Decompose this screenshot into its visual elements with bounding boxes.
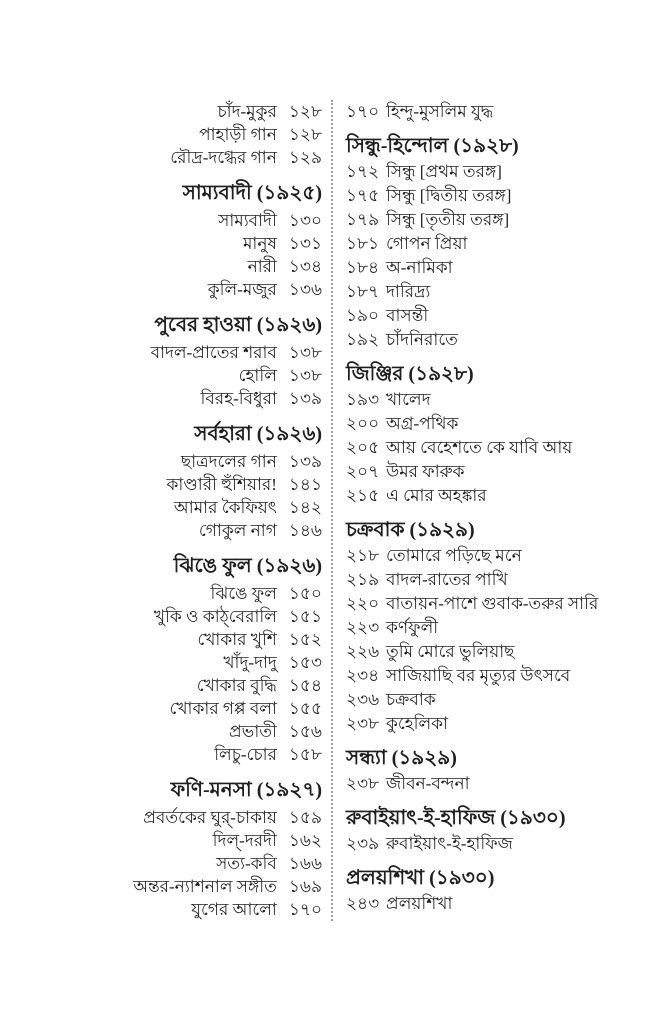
section-header: সর্বহারা (১৯২৬) (194, 423, 322, 445)
entry-title: বাদল-রাতের পাখি (386, 570, 508, 589)
entry-title: অন্তর-ন্যাশনাল সঙ্গীত (133, 877, 277, 896)
entry-title: উমর ফারুক (386, 462, 465, 481)
toc-entry (346, 100, 663, 124)
toc-entry (0, 852, 322, 875)
toc-entry (0, 100, 322, 123)
entry-title: দিল্-দরদী (212, 831, 277, 850)
entry-page-number: ১৩৮ (288, 343, 322, 362)
entry-page-number: ১৫৩ (288, 653, 322, 672)
entry-title: গোকুল নাগ (198, 521, 277, 540)
entry-page-number: ২১৫ (346, 486, 380, 505)
toc-entry (346, 664, 663, 688)
entry-page-number: ১৫২ (288, 630, 322, 649)
toc-entry (0, 232, 322, 255)
entry-page-number: ১৫৫ (288, 699, 322, 718)
entry-page-number: ১৫০ (288, 584, 322, 603)
toc-entry (0, 341, 322, 364)
entry-title: জীবন-বন্দনা (386, 774, 470, 793)
entry-page-number: ১২৮ (288, 125, 322, 144)
toc-entry (346, 688, 663, 712)
toc-left-column (0, 100, 331, 921)
entry-page-number: ২৩৮ (346, 774, 380, 793)
toc-entry (346, 772, 663, 796)
entry-title: বাসন্তী (386, 306, 429, 325)
entry-page-number: ১৮৪ (346, 258, 380, 277)
toc-entry (346, 232, 663, 256)
entry-title: কুলি-মজুর (207, 280, 277, 299)
section-header: ফণি-মনসা (১৯২৭) (170, 779, 322, 801)
entry-title: সত্য-কবি (216, 854, 277, 873)
toc-entry (0, 697, 322, 720)
entry-page-number: ১৪২ (288, 498, 322, 517)
entry-title: আমার কৈফিয়ৎ (173, 498, 277, 517)
entry-page-number: ১৩৮ (288, 366, 322, 385)
entry-title: রুবাইয়াৎ-ই-হাফিজ (386, 834, 513, 853)
toc-entry (346, 160, 663, 184)
toc-entry (0, 209, 322, 232)
entry-title: হোলি (238, 366, 277, 385)
toc-entry (0, 387, 322, 410)
section-header: ঝিঙে ফুল (১৯২৬) (173, 555, 322, 577)
toc-entry (0, 146, 322, 169)
toc-entry (0, 496, 322, 519)
entry-title: খুকি ও কাঠ্‌বেরালি (153, 607, 277, 626)
toc-entry (346, 208, 663, 232)
entry-title: অ-নামিকা (386, 258, 453, 277)
entry-page-number: ১৭০ (288, 900, 322, 919)
entry-page-number: ১৯২ (346, 330, 380, 349)
toc-entry (0, 123, 322, 146)
toc-entry (0, 450, 322, 473)
toc-entry (0, 519, 322, 542)
toc-entry (346, 640, 663, 664)
entry-title: তোমারে পড়িছে মনে (386, 546, 522, 565)
toc-entry (346, 412, 663, 436)
entry-page-number: ১৬৬ (288, 854, 322, 873)
entry-page-number: ২০৫ (346, 438, 380, 457)
entry-title: আয় বেহেশতে কে যাবি আয় (386, 438, 573, 457)
entry-page-number: ১৫৬ (288, 722, 322, 741)
entry-page-number: ২১৯ (346, 570, 380, 589)
toc-entry (0, 720, 322, 743)
toc-entry (346, 388, 663, 412)
entry-title: যুগের আলো (191, 900, 277, 919)
entry-page-number: ২৪৩ (346, 894, 380, 913)
entry-title: কাণ্ডারী হুঁশিয়ার! (166, 475, 277, 494)
entry-title: ঝিঙে ফুল (210, 584, 277, 603)
entry-page-number: ১২৯ (288, 148, 322, 167)
entry-page-number: ১৭২ (346, 162, 380, 181)
entry-page-number: ১৬২ (288, 831, 322, 850)
entry-title: তুমি মোরে ভুলিয়াছ (386, 642, 515, 661)
entry-title: ছাত্রদলের গান (180, 452, 277, 471)
entry-page-number: ১৫৮ (288, 745, 322, 764)
entry-title: চাঁদনিরাতে (386, 330, 458, 349)
toc-entry (346, 544, 663, 568)
entry-title: খোকার বুদ্ধি (196, 676, 277, 695)
entry-page-number: ১৩৪ (288, 257, 322, 276)
entry-title: খালেদ (386, 390, 431, 409)
entry-page-number: ২০০ (346, 414, 380, 433)
toc-entry (0, 278, 322, 301)
toc-entry (0, 473, 322, 496)
entry-title: কর্ণফুলী (386, 618, 439, 637)
entry-page-number: ২৩৯ (346, 834, 380, 853)
toc-entry (0, 898, 322, 921)
toc-entry (0, 829, 322, 852)
entry-title: রৌদ্র-দগ্ধের গান (170, 148, 277, 167)
toc-entry (0, 651, 322, 674)
toc-right-column (333, 100, 663, 921)
section-header: রুবাইয়াৎ-ই-হাফিজ (১৯৩০) (346, 807, 566, 829)
toc-entry (0, 743, 322, 766)
entry-title: অগ্র-পথিক (386, 414, 459, 433)
entry-page-number: ১৩১ (288, 234, 322, 253)
toc-entry (346, 712, 663, 736)
toc-entry (346, 832, 663, 856)
entry-page-number: ১৩৯ (288, 389, 322, 408)
entry-title: হিন্দু-মুসলিম যুদ্ধ (386, 102, 494, 121)
toc-entry (346, 460, 663, 484)
entry-title: লিচু-চোর (214, 745, 277, 764)
entry-title: এ মোর অহঙ্কার (386, 486, 487, 505)
toc-entry (346, 892, 663, 916)
entry-title: চক্রবাক (386, 690, 436, 709)
entry-page-number: ২১৮ (346, 546, 380, 565)
entry-page-number: ১৩৯ (288, 452, 322, 471)
entry-title: বাতায়ন-পাশে গুবাক-তরুর সারি (386, 594, 599, 613)
entry-title: চাঁদ-মুকুর (217, 102, 277, 121)
entry-title: প্রবর্তকের ঘুর্-চাকায় (143, 808, 277, 827)
section-header: পুবের হাওয়া (১৯২৬) (154, 314, 322, 336)
toc-entry (0, 875, 322, 898)
entry-title: প্রলয়শিখা (386, 894, 453, 913)
entry-page-number: ২৩৪ (346, 666, 380, 685)
entry-title: দারিদ্র্য (386, 282, 431, 301)
entry-title: প্রভাতী (228, 722, 277, 741)
entry-page-number: ১৪৬ (288, 521, 322, 540)
toc-entry (346, 304, 663, 328)
toc-entry (0, 628, 322, 651)
section-header: সিন্ধু-হিন্দোল (১৯২৮) (346, 135, 519, 157)
entry-title: পাহাড়ী গান (199, 125, 277, 144)
entry-title: খোকার গপ্প বলা (169, 699, 277, 718)
entry-title: মানুষ (242, 234, 277, 253)
toc-entry (346, 616, 663, 640)
section-header: সাম্যবাদী (১৯২৫) (182, 182, 322, 204)
entry-page-number: ১৮৭ (346, 282, 380, 301)
entry-page-number: ২৩৬ (346, 690, 380, 709)
toc-entry (346, 436, 663, 460)
toc-entry (346, 280, 663, 304)
entry-page-number: ১৩০ (288, 211, 322, 230)
entry-page-number: ১৬৯ (288, 877, 322, 896)
toc-columns (0, 100, 663, 921)
entry-title: সিন্ধু [তৃতীয় তরঙ্গ] (386, 210, 510, 229)
toc-entry (346, 256, 663, 280)
entry-page-number: ১৫১ (288, 607, 322, 626)
entry-title: খোকার খুশি (197, 630, 277, 649)
entry-page-number: ১৭৯ (346, 210, 380, 229)
entry-title: বাদল-প্রাতের শরাব (150, 343, 277, 362)
entry-page-number: ১৫৪ (288, 676, 322, 695)
entry-page-number: ২২০ (346, 594, 380, 613)
entry-title: গোপন প্রিয়া (386, 234, 468, 253)
entry-page-number: ১৯০ (346, 306, 380, 325)
toc-entry (0, 605, 322, 628)
toc-entry (346, 328, 663, 352)
entry-page-number: ২২৬ (346, 642, 380, 661)
entry-page-number: ২২৩ (346, 618, 380, 637)
entry-title: নারী (247, 257, 277, 276)
toc-entry (346, 484, 663, 508)
entry-title: কুহেলিকা (386, 714, 449, 733)
entry-title: সাম্যবাদী (218, 211, 277, 230)
toc-entry (346, 568, 663, 592)
section-header: সন্ধ্যা (১৯২৯) (346, 747, 457, 769)
entry-title: বিরহ-বিধুরা (200, 389, 277, 408)
toc-entry (0, 806, 322, 829)
toc-entry (0, 582, 322, 605)
section-header: চক্রবাক (১৯২৯) (346, 519, 475, 541)
entry-page-number: ১৩৬ (288, 280, 322, 299)
entry-page-number: ১৫৯ (288, 808, 322, 827)
entry-title: সাজিয়াছি বর মৃত্যুর উৎসবে (386, 666, 571, 685)
section-header: প্রলয়শিখা (১৯৩০) (346, 867, 495, 889)
toc-entry (346, 184, 663, 208)
entry-page-number: ১৭৫ (346, 186, 380, 205)
toc-entry (0, 674, 322, 697)
entry-page-number: ১৭০ (346, 102, 380, 121)
entry-page-number: ২৩৮ (346, 714, 380, 733)
entry-page-number: ১২৮ (288, 102, 322, 121)
entry-page-number: ১৯৩ (346, 390, 380, 409)
toc-entry (346, 592, 663, 616)
entry-title: সিন্ধু [দ্বিতীয় তরঙ্গ] (386, 186, 512, 205)
toc-entry (0, 255, 322, 278)
entry-page-number: ১৮১ (346, 234, 380, 253)
section-header: জিঞ্জির (১৯২৮) (346, 363, 474, 385)
entry-page-number: ১৪১ (288, 475, 322, 494)
entry-title: খাঁদু-দাদু (223, 653, 277, 672)
entry-title: সিন্ধু [প্রথম তরঙ্গ] (386, 162, 502, 181)
entry-page-number: ২০৭ (346, 462, 380, 481)
toc-entry (0, 364, 322, 387)
